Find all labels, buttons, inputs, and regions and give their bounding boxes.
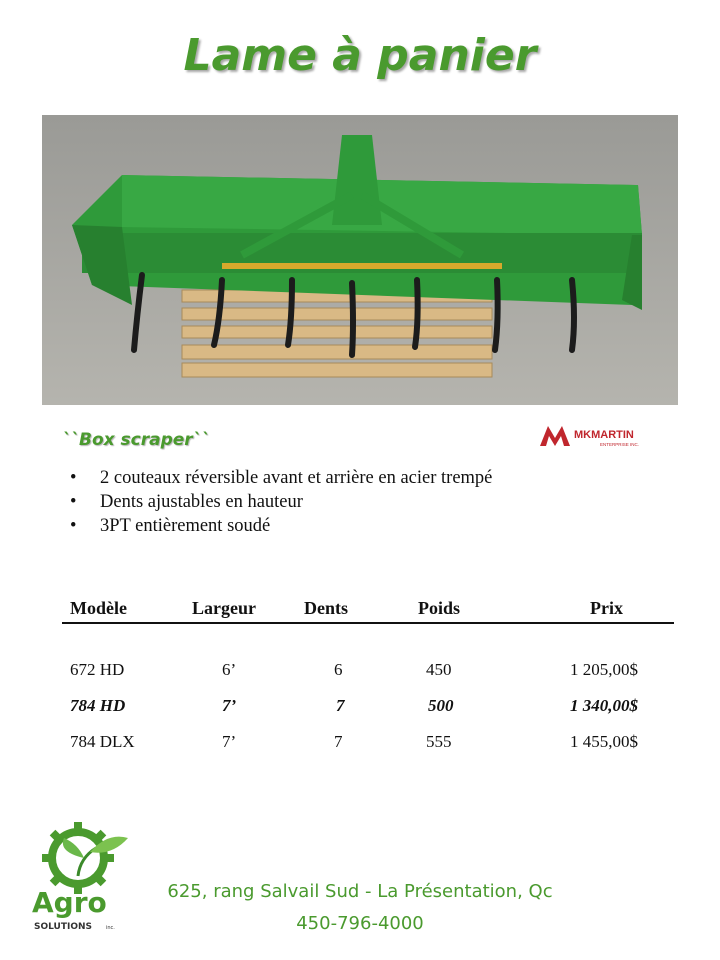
header-teeth: Dents — [304, 598, 348, 618]
page-title: Lame à panier — [183, 30, 537, 81]
agro-solutions-logo — [26, 822, 146, 937]
phone: 450-796-4000 — [296, 913, 424, 934]
feature-list — [70, 466, 540, 538]
cell-model: 784 DLX — [70, 732, 135, 751]
header-weight: Poids — [418, 598, 461, 618]
cell-price: 1 455,00$ — [570, 732, 638, 751]
table-row — [62, 732, 674, 768]
cell-weight: 450 — [426, 660, 452, 679]
cell-price: 1 340,00$ — [570, 696, 638, 715]
cell-price: 1 205,00$ — [570, 660, 638, 679]
cell-teeth: 6 — [334, 660, 343, 679]
feature-item: • Dents ajustables en hauteur — [70, 490, 540, 514]
contact-block — [130, 876, 590, 940]
cell-weight: 555 — [426, 732, 452, 751]
cell-teeth: 7 — [336, 696, 345, 715]
svg-text:ENTERPRISE INC.: ENTERPRISE INC. — [600, 442, 640, 447]
svg-text:MKMARTIN: MKMARTIN — [574, 429, 634, 441]
table-row — [62, 696, 674, 732]
mkmartin-logo — [540, 424, 650, 448]
box-scraper-photo — [42, 115, 678, 405]
header-model: Modèle — [70, 598, 127, 618]
header-price: Prix — [590, 598, 623, 618]
svg-text:inc.: inc. — [106, 925, 115, 931]
svg-text:Agro: Agro — [32, 886, 107, 919]
feature-item: • 2 couteaux réversible avant et arrière en acier trempé — [70, 466, 540, 490]
price-table — [62, 598, 674, 768]
cell-width: 7’ — [222, 696, 237, 715]
svg-text:SOLUTIONS: SOLUTIONS — [34, 922, 93, 932]
cell-model: 784 HD — [70, 696, 126, 715]
cell-width: 6’ — [222, 660, 237, 679]
cell-weight: 500 — [428, 696, 454, 715]
header-width: Largeur — [192, 598, 256, 618]
subtitle: ``Box scraper`` — [62, 430, 210, 450]
address: 625, rang Salvail Sud - La Présentation, Qc — [167, 881, 553, 902]
table-row — [62, 660, 674, 696]
table-header — [62, 598, 674, 624]
cell-teeth: 7 — [334, 732, 343, 751]
cell-width: 7’ — [222, 732, 237, 751]
cell-model: 672 HD — [70, 660, 125, 679]
feature-item: • 3PT entièrement soudé — [70, 514, 540, 538]
